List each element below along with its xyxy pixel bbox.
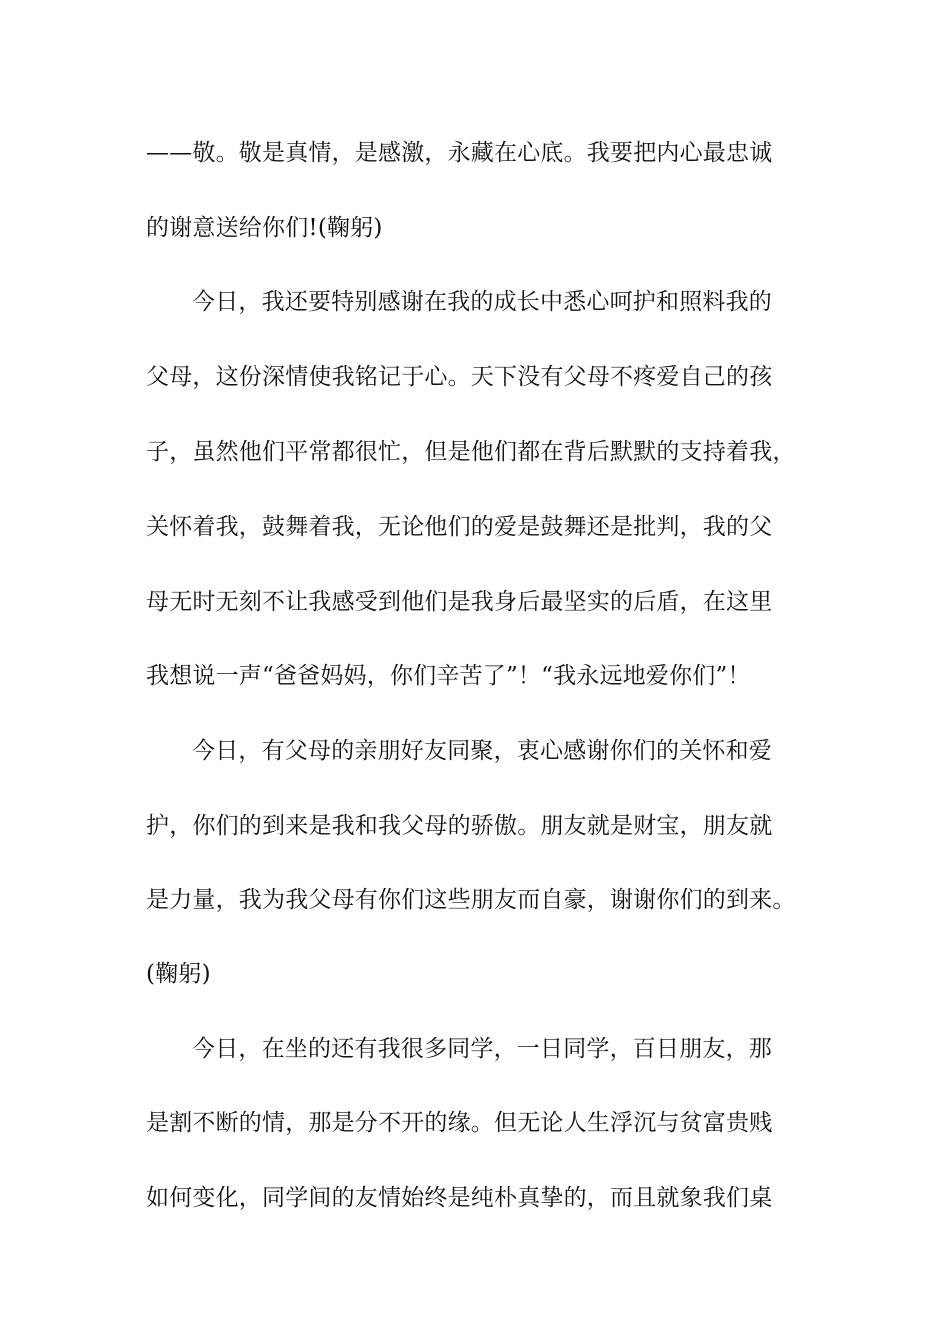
text-line: 的谢意送给你们!(鞠躬) — [146, 215, 383, 241]
text-line: 母无时无刻不让我感受到他们是我身后最坚实的后盾，在这里 — [146, 589, 773, 615]
text-line: (鞠躬) — [146, 961, 211, 987]
text-line: 是割不断的情，那是分不开的缘。但无论人生浮沉与贫富贵贱 — [146, 1110, 773, 1136]
text-line: 关怀着我，鼓舞着我，无论他们的爱是鼓舞还是批判，我的父 — [146, 514, 773, 540]
text-line: 如何变化，同学间的友情始终是纯朴真挚的，而且就象我们桌 — [146, 1185, 773, 1211]
paragraph-start-line: 今日，有父母的亲朋好友同聚，衷心感谢你们的关怀和爱 — [192, 738, 772, 764]
text-line: 子，虽然他们平常都很忙，但是他们都在背后默默的支持着我， — [146, 439, 796, 465]
text-line: 父母，这份深情使我铭记于心。天下没有父母不疼爱自己的孩 — [146, 364, 773, 390]
text-line: 护，你们的到来是我和我父母的骄傲。朋友就是财宝，朋友就 — [146, 813, 773, 839]
paragraph-start-line: 今日，在坐的还有我很多同学，一日同学，百日朋友，那 — [192, 1036, 772, 1062]
text-line: ——敬。敬是真情，是感激，永藏在心底。我要把内心最忠诚 — [146, 140, 773, 166]
paragraph-start-line: 今日，我还要特别感谢在我的成长中悉心呵护和照料我的 — [192, 289, 772, 315]
text-line: 我想说一声“爸爸妈妈，你们辛苦了”！“我永远地爱你们”！ — [146, 663, 751, 689]
text-line: 是力量，我为我父母有你们这些朋友而自豪，谢谢你们的到来。 — [146, 887, 796, 913]
